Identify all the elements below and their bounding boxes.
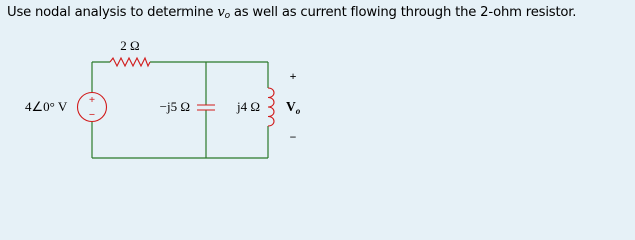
question-variable-subscript: o [224,11,230,21]
resistor-symbol [110,58,150,66]
capacitor-symbol [197,105,215,110]
voltage-source [78,93,107,122]
inductor-label: j4 Ω [236,99,260,114]
question-variable: v [217,5,225,20]
output-label [286,99,301,116]
question-text-before: Use nodal analysis to determine [7,5,218,20]
output-plus: + [289,69,297,83]
voltage-source-minus: − [88,109,96,121]
output-minus: − [289,130,297,144]
output-label-subscript: o [295,106,301,116]
capacitor-label: −j5 Ω [159,99,190,114]
resistor-label: 2 Ω [120,38,140,53]
inductor-symbol [268,88,274,126]
question-text-after: as well as current flowing through the 2-ohm resistor. [229,5,577,20]
voltage-source-label: 4∠0° V [25,99,68,114]
output-label-main: V [286,99,296,114]
voltage-source-plus: + [88,94,96,106]
